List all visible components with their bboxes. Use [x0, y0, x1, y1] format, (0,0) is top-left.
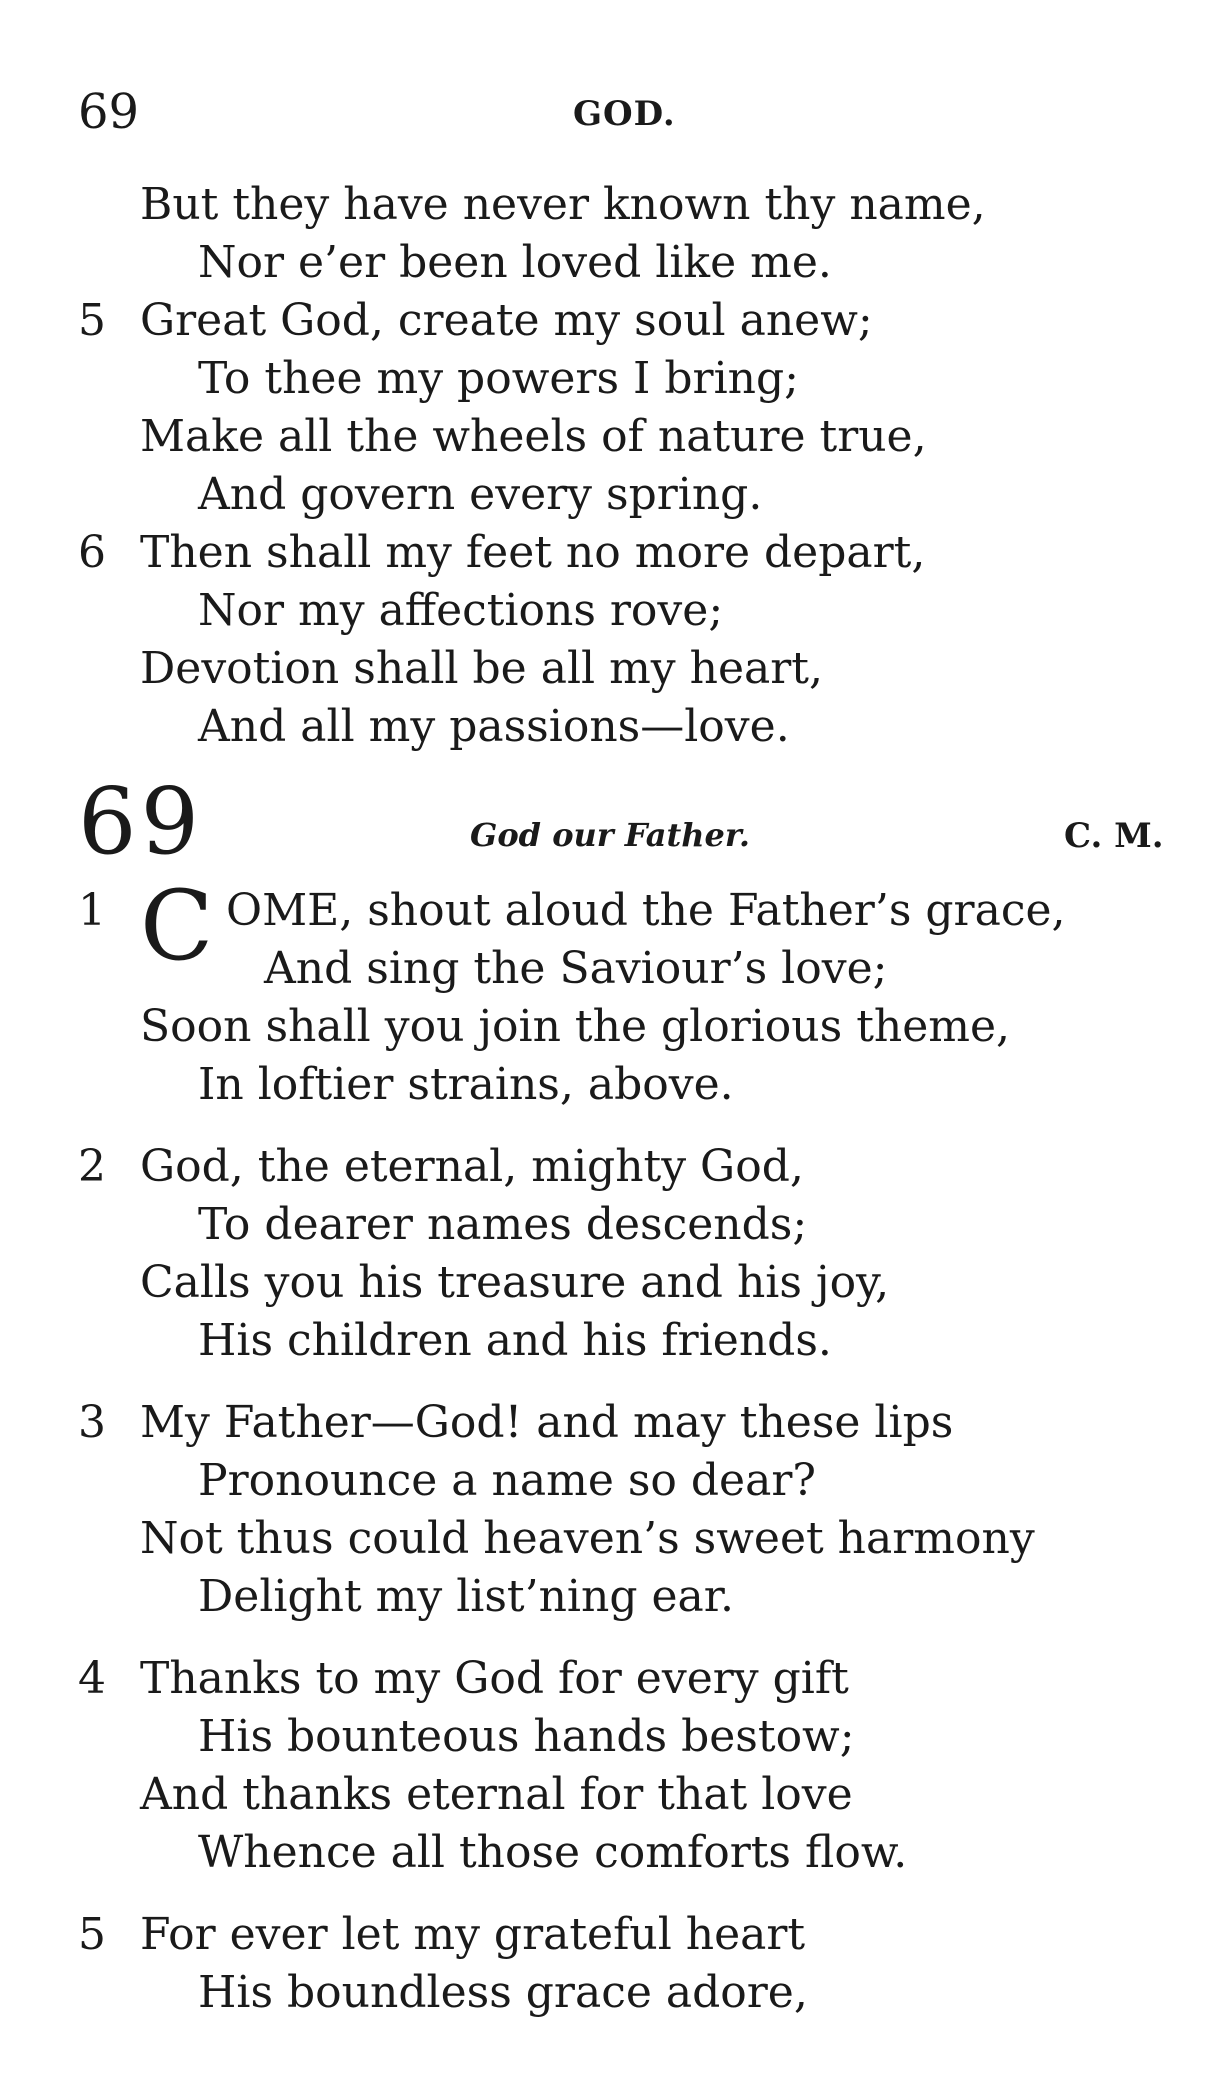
- line-text: Soon shall you join the glorious theme,: [140, 1001, 1011, 1052]
- verse-number: 4: [78, 1653, 106, 1704]
- line-text: But they have never known thy name,: [140, 179, 986, 230]
- verse-number: 3: [78, 1397, 106, 1448]
- hymn-line: [78, 1312, 1178, 1370]
- verse-number: 5: [78, 1909, 106, 1960]
- hymn-line: [78, 1824, 1178, 1882]
- hymn-line: [78, 1196, 1178, 1254]
- line-text: Great God, create my soul anew;: [140, 295, 873, 346]
- hymn-line: [78, 1254, 1178, 1312]
- verse-number: 6: [78, 527, 106, 578]
- verse-number: 5: [78, 295, 106, 346]
- hymn-line: [78, 640, 1178, 698]
- verse-number: 2: [78, 1141, 106, 1192]
- hymn-verse: [78, 1906, 1178, 2022]
- page-number: 69: [78, 84, 140, 140]
- line-text: To thee my powers I bring;: [198, 353, 799, 404]
- hymn-verse: [78, 870, 1178, 1114]
- line-text: Not thus could heaven’s sweet harmony: [140, 1513, 1035, 1564]
- hymn-line: [78, 1138, 1178, 1196]
- drop-cap: C: [140, 870, 214, 982]
- line-text: His children and his friends.: [198, 1315, 832, 1366]
- hymn-line: [78, 1510, 1178, 1568]
- verse-number: 1: [78, 885, 106, 936]
- hymn-line: [78, 1568, 1178, 1626]
- hymn-line: [78, 940, 1178, 998]
- hymn-meter: C. M.: [1064, 816, 1164, 856]
- hymn-line: [78, 698, 1178, 756]
- hymn-line: [78, 350, 1178, 408]
- line-text: Nor my affections rove;: [198, 585, 724, 636]
- hymn-line: [78, 998, 1178, 1056]
- line-text: Devotion shall be all my heart,: [140, 643, 823, 694]
- running-head: GOD.: [573, 94, 676, 134]
- line-text: Thanks to my God for every gift: [140, 1653, 849, 1704]
- line-text: Pronounce a name so dear?: [198, 1455, 816, 1506]
- hymn-line: [78, 1650, 1178, 1708]
- hymn-verse: [78, 1138, 1178, 1370]
- line-text: God, the eternal, mighty God,: [140, 1141, 804, 1192]
- line-text: For ever let my grateful heart: [140, 1909, 806, 1960]
- line-text: And all my passions—love.: [198, 701, 790, 752]
- hymn-line: [78, 1906, 1178, 1964]
- line-text: Make all the wheels of nature true,: [140, 411, 927, 462]
- hymn-line: [78, 176, 1178, 234]
- hymn-line: [78, 1766, 1178, 1824]
- hymn-line: [78, 408, 1178, 466]
- hymn-verse: [78, 1650, 1178, 1882]
- line-text: Calls you his treasure and his joy,: [140, 1257, 890, 1308]
- hymn-heading: [78, 768, 1178, 882]
- line-text: To dearer names descends;: [198, 1199, 808, 1250]
- line-text: And thanks eternal for that love: [140, 1769, 853, 1820]
- hymn-number: 69: [78, 768, 204, 875]
- line-text: Whence all those comforts flow.: [198, 1827, 908, 1878]
- previous-hymn-continuation: [78, 176, 1178, 756]
- hymn-line: [78, 1394, 1178, 1452]
- hymn-line: [78, 1964, 1178, 2022]
- hymn-line: [78, 1056, 1178, 1114]
- line-text: In loftier strains, above.: [198, 1059, 734, 1110]
- line-text: OME, shout aloud the Father’s grace,: [226, 885, 1066, 936]
- line-text: Then shall my feet no more depart,: [140, 527, 926, 578]
- line-text: My Father—God! and may these lips: [140, 1397, 954, 1448]
- hymn-line: [78, 582, 1178, 640]
- hymn-line: [78, 1452, 1178, 1510]
- line-text: And govern every spring.: [198, 469, 763, 520]
- hymn-line: [78, 524, 1178, 582]
- hymn-line: [78, 466, 1178, 524]
- line-text: His bounteous hands bestow;: [198, 1711, 855, 1762]
- hymn-line: [78, 292, 1178, 350]
- line-text: His boundless grace adore,: [198, 1967, 808, 2018]
- hymn-line: [78, 1708, 1178, 1766]
- hymn-line: [78, 234, 1178, 292]
- hymn-verse: [78, 1394, 1178, 1626]
- line-text: Delight my list’ning ear.: [198, 1571, 734, 1622]
- line-text: And sing the Saviour’s love;: [264, 943, 888, 994]
- page-header: [78, 84, 1178, 144]
- line-text: Nor e’er been loved like me.: [198, 237, 832, 288]
- hymn-title: God our Father.: [470, 816, 750, 854]
